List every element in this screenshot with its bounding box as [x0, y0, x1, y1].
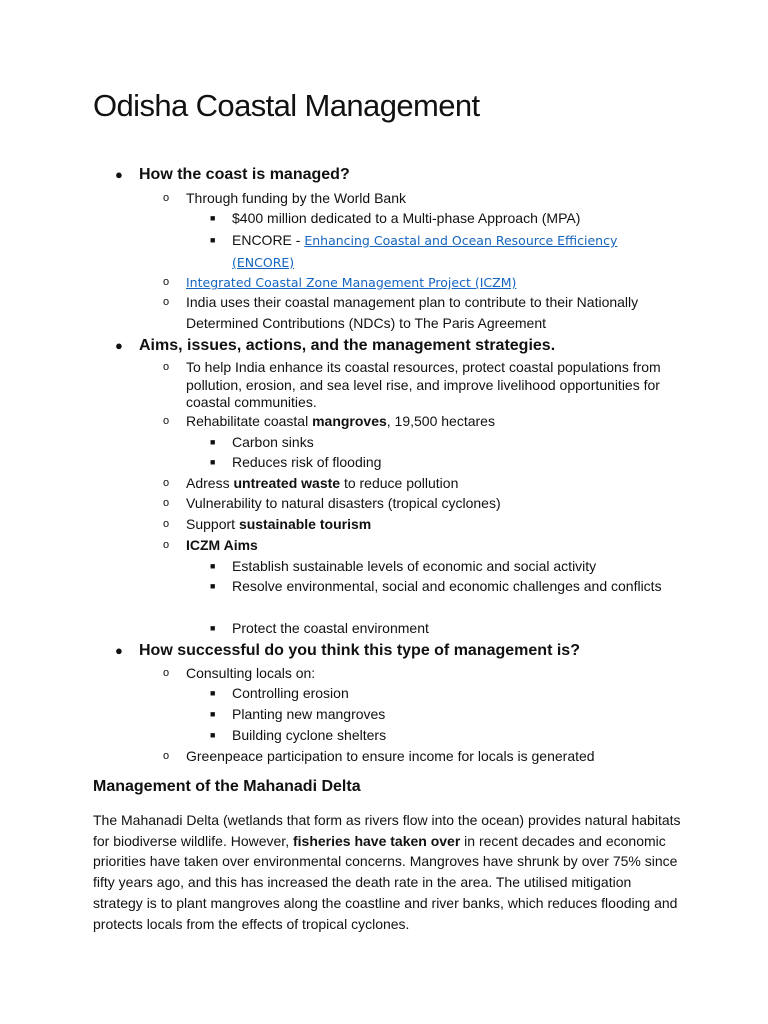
list-item: o Support sustainable tourism: [186, 514, 686, 535]
bullet-square: ■: [210, 730, 216, 740]
bullet-disc: ●: [115, 643, 123, 658]
bullet-square: ■: [210, 688, 216, 698]
list-item: ■ Protect the coastal environment: [232, 618, 662, 639]
bullet-square: ■: [210, 561, 216, 571]
bullet-circle: o: [163, 192, 170, 204]
delta-paragraph: The Mahanadi Delta (wetlands that form as rivers flow into the ocean) provides natural habitats for biodiverse wildlife. However, fisheries have taken over in recent decades and economic priorities have taken over environmental concerns. Mangroves have shrunk by over 75% since fifty years ago, and this has increased the death rate in the area. The utilised mitigation strategy is to plant mangroves along the coastline and river banks, which reduces flooding and protects locals from the effects of tropical cyclones.: [93, 812, 681, 932]
bullet-circle: o: [163, 361, 170, 373]
list-item: ■ $400 million dedicated to a Multi-phase Approach (MPA): [232, 208, 662, 229]
list-item: o Adress untreated waste to reduce pollution: [186, 473, 686, 494]
list-item: ■ Carbon sinks: [232, 432, 662, 453]
list-item: o Vulnerability to natural disasters (tropical cyclones): [186, 493, 686, 514]
section-heading-aims: ● Aims, issues, actions, and the management strategies.: [115, 337, 556, 354]
bullet-square: ■: [210, 709, 216, 719]
bullet-square: ■: [210, 213, 216, 223]
bullet-square: ■: [210, 437, 216, 447]
list-item: o Greenpeace participation to ensure income for locals is generated: [186, 746, 686, 767]
bullet-disc: ●: [115, 338, 123, 353]
bullet-circle: o: [163, 296, 170, 308]
list-item: ■ Establish sustainable levels of economic and social activity: [232, 556, 662, 577]
list-item: ■ Reduces risk of flooding: [232, 452, 662, 473]
bullet-circle: o: [163, 276, 170, 288]
bullet-circle: o: [163, 750, 170, 762]
list-item: o India uses their coastal management plan to contribute to their Nationally Determined Contributions (NDCs) to The Paris Agreement: [163, 294, 639, 331]
list-item: o ICZM Aims: [186, 535, 686, 556]
bullet-circle: o: [163, 518, 170, 530]
list-item: ■ Building cyclone shelters: [232, 725, 662, 746]
iczm-link[interactable]: Integrated Coastal Zone Management Project (ICZM): [186, 275, 517, 290]
bullet-square: ■: [210, 235, 216, 245]
list-item: ■ Controlling erosion: [232, 683, 662, 704]
list-item: o Through funding by the World Bank: [186, 188, 686, 209]
list-item: ■ ENCORE - Enhancing Coastal and Ocean Resource Efficiency (ENCORE): [210, 232, 618, 270]
bullet-circle: o: [163, 667, 170, 679]
page-title: Odisha Coastal Management: [93, 88, 480, 123]
list-item: [163, 272, 686, 294]
section-heading-success: ● How successful do you think this type of management is?: [115, 642, 580, 659]
bullet-circle: o: [163, 497, 170, 509]
bullet-square: ■: [210, 581, 216, 591]
list-item: ■ Planting new mangroves: [232, 704, 662, 725]
list-item: o Consulting locals on:: [186, 663, 686, 684]
bullet-circle: o: [163, 415, 170, 427]
section-heading-delta: Management of the Mahanadi Delta: [93, 778, 361, 795]
list-item: ■ Resolve environmental, social and economic challenges and conflicts: [232, 576, 662, 597]
bullet-circle: o: [163, 477, 170, 489]
list-item: o To help India enhance its coastal resources, protect coastal populations from pollution, erosion, and sea level rise, and improve livelihood opportunities for coastal communities.: [163, 359, 661, 410]
bullet-square: ■: [210, 623, 216, 633]
encore-link[interactable]: Enhancing Coastal and Ocean Resource Efficiency (ENCORE): [232, 233, 618, 270]
bullet-square: ■: [210, 457, 216, 467]
list-item: o Rehabilitate coastal mangroves, 19,500 hectares: [186, 411, 686, 432]
bullet-circle: o: [163, 539, 170, 551]
bullet-disc: ●: [115, 167, 123, 182]
section-heading-managed: ● How the coast is managed?: [115, 166, 350, 183]
